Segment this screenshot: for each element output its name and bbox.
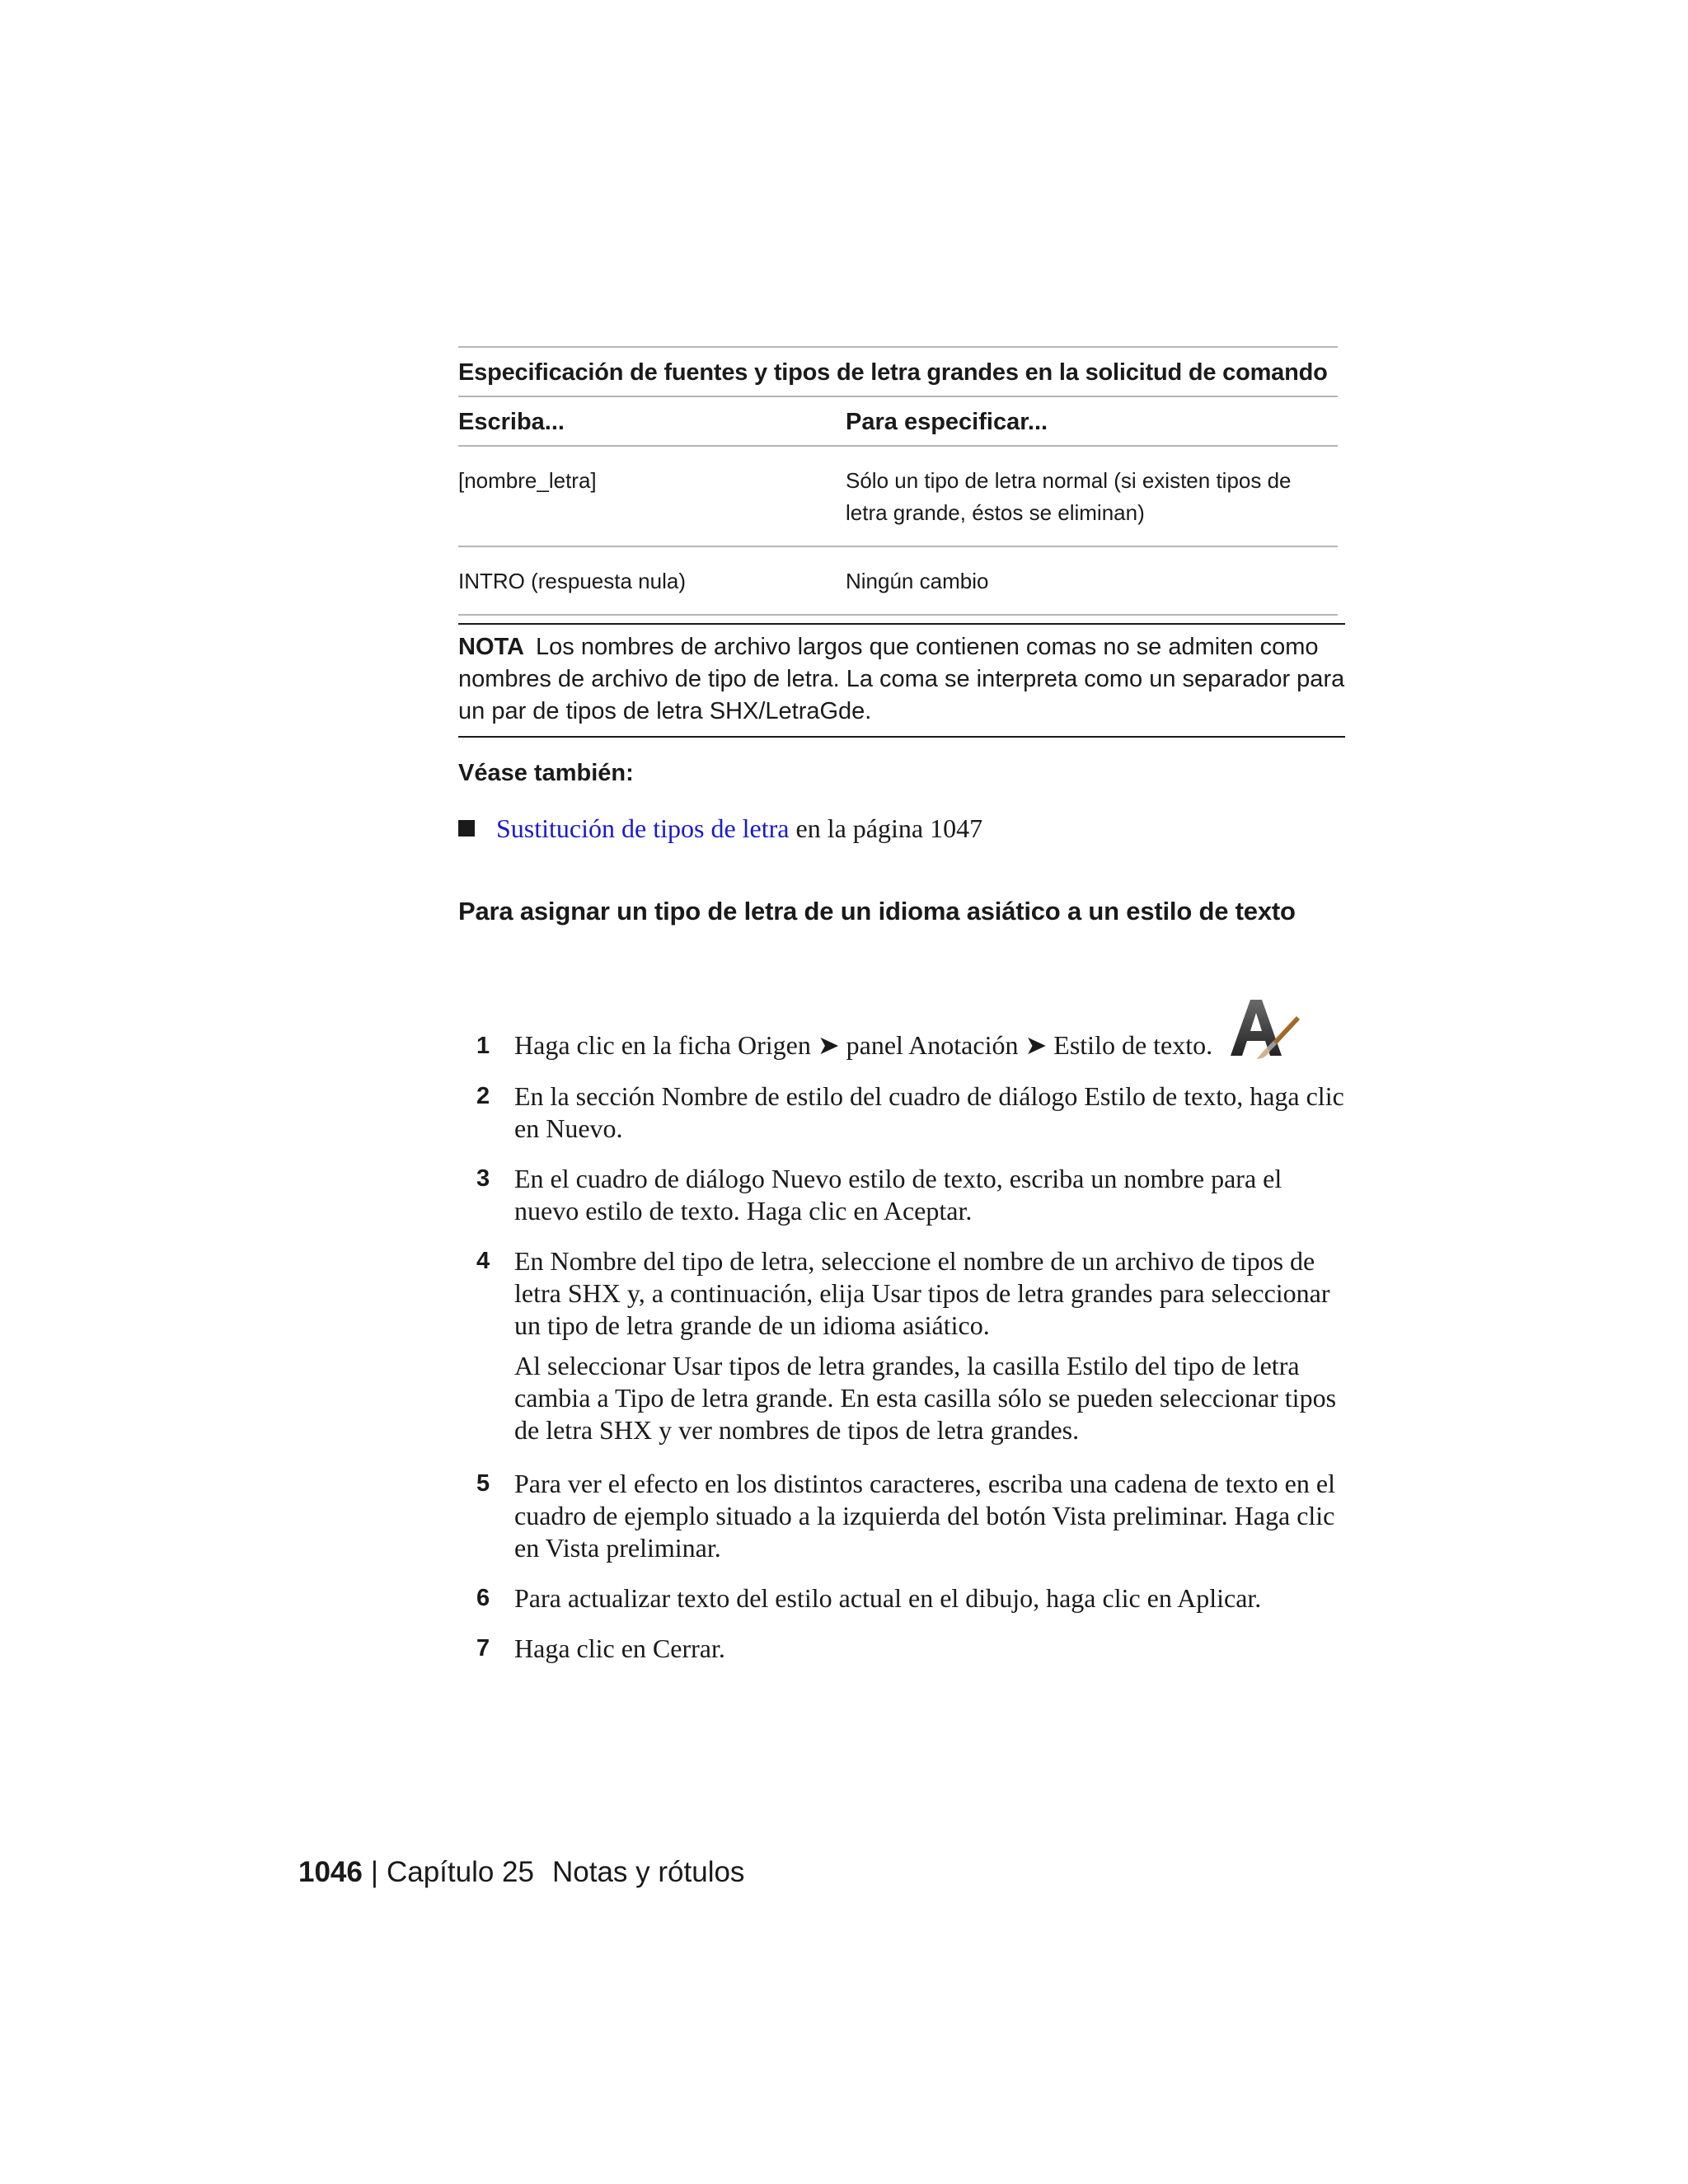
- table-header-type: Escriba...: [458, 409, 565, 435]
- table-header-row: [458, 397, 1338, 447]
- font-substitution-link[interactable]: Sustitución de tipos de letra: [496, 813, 790, 843]
- step-number: 4: [476, 1248, 490, 1274]
- step-text: Para ver el efecto en los distintos caracteres, escriba una cadena de texto en el cuadro de ejemplo situado a la izquierda del botón Vista preliminar. Haga clic en Vista preliminar.: [514, 1469, 1335, 1563]
- step-item: [458, 1163, 1348, 1227]
- see-also-item: [458, 812, 982, 845]
- step-number: 3: [476, 1165, 490, 1192]
- step-text: En la sección Nombre de estilo del cuadro de diálogo Estilo de texto, haga clic en Nuevo.: [514, 1081, 1344, 1143]
- table-cell: Ningún cambio: [846, 569, 989, 593]
- text-style-icon: [1226, 993, 1301, 1062]
- step-item: [458, 1245, 1348, 1446]
- step-number: 2: [476, 1083, 490, 1109]
- note-label: NOTA: [458, 634, 525, 660]
- step-number: 5: [476, 1470, 490, 1497]
- step-item: [458, 1582, 1348, 1615]
- table-row: [458, 447, 1338, 547]
- step-item: [458, 1468, 1348, 1564]
- step-text: Para actualizar texto del estilo actual en el dibujo, haga clic en Aplicar.: [514, 1583, 1262, 1613]
- note-box: [458, 623, 1345, 738]
- chapter-title: Notas y rótulos: [552, 1856, 745, 1888]
- square-bullet-icon: [458, 820, 475, 837]
- procedure-title: Para asignar un tipo de letra de un idioma asiático a un estilo de texto: [458, 897, 1296, 926]
- step-extra-text: Al seleccionar Usar tipos de letra grandes, la casilla Estilo del tipo de letra cambia a Tipo de letra grande. En esta casilla sólo se pueden seleccionar tipos de letra SHX y ver nombres de tipos de letra grandes.: [514, 1351, 1337, 1445]
- procedure-steps: [458, 993, 1348, 1683]
- page-footer: [298, 1854, 744, 1891]
- page-number: 1046: [298, 1856, 363, 1888]
- step-text: Haga clic en la ficha Origen ➤ panel Anotación ➤ Estilo de texto.: [514, 1030, 1213, 1060]
- step-text: En Nombre del tipo de letra, seleccione el nombre de un archivo de tipos de letra SHX y, a continuación, elija Usar tipos de letra grandes para seleccionar un tipo de letra grande de un idioma asiático.: [514, 1246, 1330, 1340]
- table-row: [458, 547, 1338, 616]
- link-suffix: en la página 1047: [789, 813, 983, 843]
- step-item: [458, 1080, 1348, 1145]
- step-item: [458, 1633, 1348, 1665]
- step-item: [458, 993, 1348, 1062]
- step-number: 1: [476, 1033, 490, 1059]
- chapter-label: Capítulo 25: [386, 1856, 534, 1888]
- footer-separator: |: [370, 1856, 378, 1888]
- step-number: 7: [476, 1635, 490, 1661]
- step-text: Haga clic en Cerrar.: [514, 1633, 725, 1663]
- step-number: 6: [476, 1585, 490, 1611]
- table-cell: INTRO (respuesta nula): [458, 569, 686, 593]
- table-cell: Sólo un tipo de letra normal (si existen tipos de letra grande, éstos se eliminan): [846, 468, 1292, 525]
- step-text: En el cuadro de diálogo Nuevo estilo de texto, escriba un nombre para el nuevo estilo de texto. Haga clic en Aceptar.: [514, 1164, 1282, 1226]
- table-cell: [nombre_letra]: [458, 468, 597, 493]
- note-text: Los nombres de archivo largos que contienen comas no se admiten como nombres de archivo de tipo de letra. La coma se interpreta como un separador para un par de tipos de letra SHX/LetraGde.: [458, 634, 1345, 724]
- font-spec-table: [458, 346, 1338, 616]
- table-header-specify: Para especificar...: [846, 409, 1048, 435]
- see-also-heading: Véase también:: [458, 760, 634, 786]
- table-title: Especificación de fuentes y tipos de letra grandes en la solicitud de comando: [458, 346, 1338, 397]
